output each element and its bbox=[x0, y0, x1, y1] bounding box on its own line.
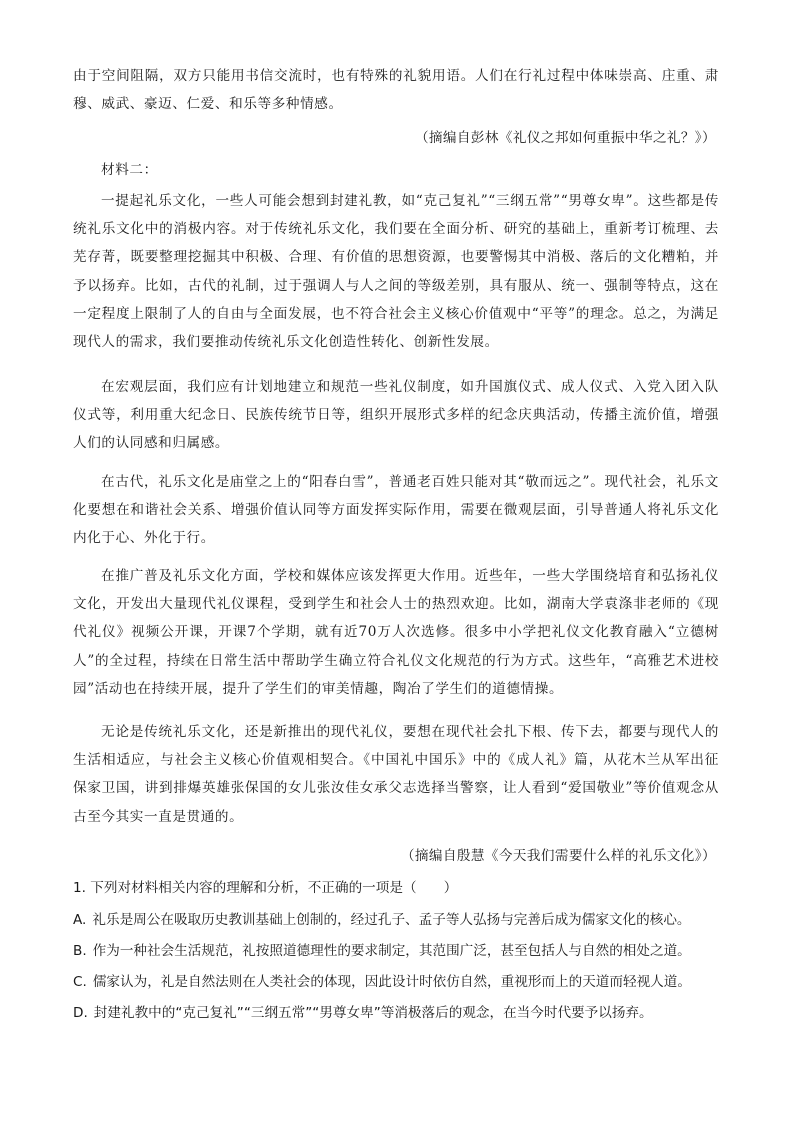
option-d-label: D. bbox=[73, 1005, 88, 1021]
material-two-paragraph-3: 在古代，礼乐文化是庙堂之上的“阳春白雪”，普通老百姓只能对其“敬而远之”。现代社会，礼乐文化要想在和谐社会关系、增强价值认同等方面发挥实际作用，需要在微观层面，引导普通人将礼乐文化内化于心、外化于行。 bbox=[73, 474, 719, 547]
material-two-source: （摘编自殷慧《今天我们需要什么样的礼乐文化》） bbox=[400, 848, 716, 864]
option-d[interactable] bbox=[73, 1003, 733, 1023]
option-a[interactable] bbox=[73, 910, 733, 930]
option-a-text: 礼乐是周公在吸取历史教训基础上创制的，经过孔子、孟子等人弘扬与完善后成为儒家文化的核心。 bbox=[92, 912, 691, 928]
question-stem: 1. 下列对材料相关内容的理解和分析，不正确的一项是（ ） bbox=[73, 880, 458, 896]
option-c-label: C. bbox=[73, 974, 87, 990]
option-b-label: B. bbox=[73, 943, 87, 959]
material-one-tail-paragraph: 由于空间阻隔，双方只能用书信交流时，也有特殊的礼貌用语。人们在行礼过程中体味崇高、庄重、肃穆、威武、豪迈、仁爱、和乐等多种情感。 bbox=[73, 68, 719, 113]
material-one-source: （摘编自彭林《礼仪之邦如何重振中华之礼？》） bbox=[414, 130, 716, 146]
material-two-paragraph-2: 在宏观层面，我们应有计划地建立和规范一些礼仪制度，如升国旗仪式、成人仪式、入党入团入队仪式等，利用重大纪念日、民族传统节日等，组织开展形式多样的纪念庆典活动，传播主流价值，增强人们的认同感和归属感。 bbox=[73, 379, 719, 452]
material-two-heading: 材料二： bbox=[101, 162, 158, 178]
option-a-label: A. bbox=[73, 912, 87, 928]
material-two-paragraph-1: 一提起礼乐文化，一些人可能会想到封建礼教，如“克己复礼”“三纲五常”“男尊女卑”。这些都是传统礼乐文化中的消极内容。对于传统礼乐文化，我们要在全面分析、研究的基础上，重新考订梳理、去芜存菁，既要整理挖掘其中积极、合理、有价值的思想资源，也要警惕其中消极、落后的文化糟粕，并予以扬弃。比如，古代的礼制，过于强调人与人之间的等级差别，具有服从、统一、强制等特点，这在一定程度上限制了人的自由与全面发展，也不符合社会主义核心价值观中“平等”的理念。总之，为满足现代人的需求，我们要推动传统礼乐文化创造性转化、创新性发展。 bbox=[73, 193, 719, 351]
option-c[interactable] bbox=[73, 972, 733, 992]
material-two-paragraph-5: 无论是传统礼乐文化，还是新推出的现代礼仪，要想在现代社会扎下根、传下去，都要与现代人的生活相适应，与社会主义核心价值观相契合。《中国礼中国乐》中的《成人礼》篇，从花木兰从军出征保家卫国，讲到排爆英雄张保国的女儿张汝佳女承父志选择当警察，让人看到“爱国敬业”等价值观念从古至今其实一直是贯通的。 bbox=[73, 724, 719, 825]
option-b-text: 作为一种社会生活规范，礼按照道德理性的要求制定，其范围广泛，甚至包括人与自然的相处之道。 bbox=[92, 943, 691, 959]
option-c-text: 儒家认为，礼是自然法则在人类社会的体现，因此设计时依仿自然，重视形而上的天道而轻视人道。 bbox=[92, 974, 691, 990]
material-two-paragraph-4: 在推广普及礼乐文化方面，学校和媒体应该发挥更大作用。近些年，一些大学围绕培育和弘扬礼仪文化，开发出大量现代礼仪课程，受到学生和社会人士的热烈欢迎。比如，湖南大学袁涤非老师的《现代礼仪》视频公开课，开课7个学期，就有近70万人次选修。很多中小学把礼仪文化教育融入“立德树人”的全过程，持续在日常生活中帮助学生确立符合礼仪文化规范的行为方式。这些年，“高雅艺术进校园”活动也在持续开展，提升了学生们的审美情趣，陶冶了学生们的道德情操。 bbox=[73, 568, 719, 697]
option-d-text: 封建礼教中的“克己复礼”“三纲五常”“男尊女卑”等消极落后的观念，在当今时代要予以扬弃。 bbox=[93, 1005, 653, 1021]
option-b[interactable] bbox=[73, 941, 733, 961]
